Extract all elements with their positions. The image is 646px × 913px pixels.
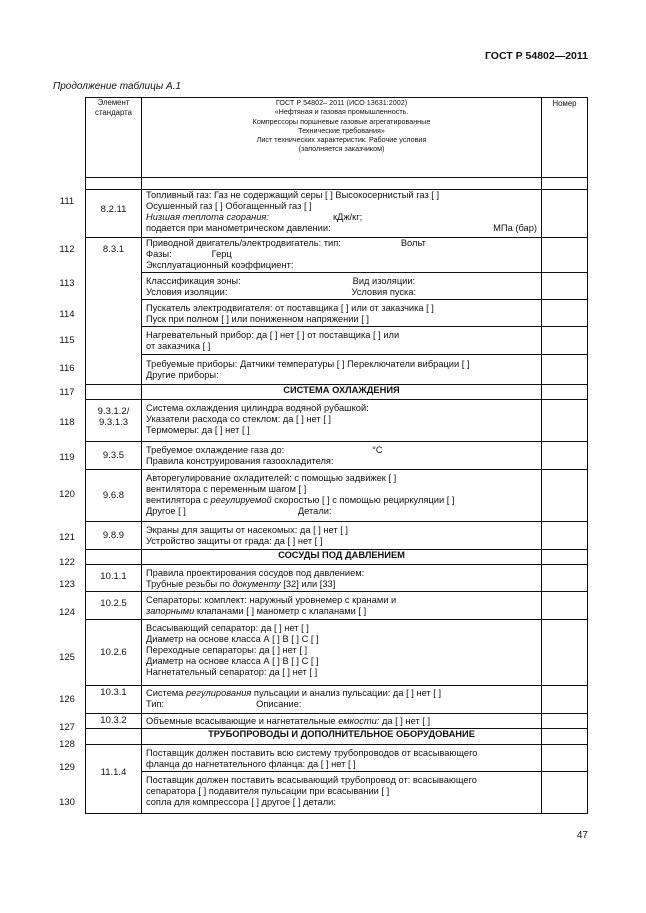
table-row (86, 565, 588, 592)
content-cell: Система охлаждения цилиндра водяной рубашкой: Указатели расхода со стеклом: да [ ] нет [ ] Термомеры: да [ ] нет [ ] (142, 400, 542, 442)
number-cell (542, 190, 588, 238)
header-element-cell: Элемент стандарта (86, 98, 142, 178)
number-cell (542, 565, 588, 592)
row-number: 125 (59, 652, 75, 663)
table-row (86, 442, 588, 470)
row-number: 117 (59, 387, 75, 398)
number-cell (542, 238, 588, 273)
row-number: 113 (59, 278, 75, 289)
content-cell: Всасывающий сепаратор: да [ ] нет [ ] Диаметр на основе класса А [ ] В [ ] С [ ] Переходные сепараторы: да [ ] нет [ ] Диаметр на основе класса А [ ] В [ ] С [ ] Нагнетательный сепаратор: да [ ] нет [ ] (142, 620, 542, 686)
content-cell: Топливный газ: Газ не содержащий серы [ ] Высокосернистый газ [ ] Осушенный газ [ ] Обогащенный газ [ ] Низшая теплота сгорания: кДж/кг; подается при манометрическом давлении: МПа (бар) (142, 190, 542, 238)
row-number-column (44, 0, 90, 913)
table-header-row (86, 98, 588, 178)
element-cell: 9.8.9 (86, 522, 142, 550)
row-number: 120 (59, 489, 75, 500)
number-cell (542, 300, 588, 327)
row-number: 122 (59, 557, 75, 568)
table-row (86, 470, 588, 522)
content-cell: Пускатель электродвигателя: от поставщика [ ] или от заказчика [ ] Пуск при полном [ ] или пониженном напряжении [ ] (142, 300, 542, 327)
specification-table (85, 97, 588, 814)
table-row (86, 522, 588, 550)
section-row (86, 729, 588, 745)
table-row (86, 620, 588, 686)
content-cell: Нагревательный прибор: да [ ] нет [ ] от поставщика [ ] или от заказчика [ ] (142, 327, 542, 355)
table-row (86, 745, 588, 772)
table-row (86, 300, 588, 327)
content-cell: Сепараторы: комплект: наружный уровнемер с кранами и запорными клапанами [ ] манометр с клапанами [ ] (142, 592, 542, 620)
table-row (86, 400, 588, 442)
spacer-row (86, 178, 588, 190)
table-row (86, 190, 588, 238)
row-number: 121 (59, 532, 75, 543)
table-row (86, 714, 588, 729)
element-cell: 8.2.11 (86, 190, 142, 238)
table-row (86, 592, 588, 620)
standard-header: ГОСТ Р 54802—2011 (484, 50, 588, 62)
row-number: 126 (59, 694, 75, 705)
content-cell: Объемные всасывающие и нагнетательные емкости: да [ ] нет [ ] (142, 714, 542, 729)
content-cell: Система регулирования пульсации и анализ пульсации: да [ ] нет [ ] Тип: Описание: (142, 686, 542, 714)
row-number: 111 (59, 196, 75, 207)
row-number: 118 (59, 417, 75, 428)
row-number: 112 (59, 244, 75, 255)
header-title-cell: ГОСТ Р 54802– 2011 (ИСО 13631:2002) «Нефтяная и газовая промышленность. Компрессоры поршневые газовые агрегатированные Технические требования» Лист технических характеристик. Рабочие условия (заполняется заказчиком) (142, 98, 542, 178)
header-number-cell: Номер (542, 98, 588, 178)
element-cell: 8.3.1 (86, 238, 142, 385)
table-row (86, 772, 588, 814)
element-cell: 10.3.1 (86, 686, 142, 714)
section-title: СОСУДЫ ПОД ДАВЛЕНИЕМ (142, 550, 542, 565)
number-cell (542, 522, 588, 550)
number-cell (542, 592, 588, 620)
number-cell (542, 273, 588, 300)
table-row (86, 686, 588, 714)
row-number: 119 (59, 452, 75, 463)
content-cell: Авторегулирование охладителей: с помощью задвижек [ ] вентилятора с переменным шагом [ ] вентилятора с регулируемой скоростью [ ] с помощью рециркуляции [ ] Другое [ ] Детали: (142, 470, 542, 522)
table-row (86, 355, 588, 385)
element-cell: 10.2.5 (86, 592, 142, 620)
content-cell: Приводной двигатель/электродвигатель: тип: Вольт Фазы: Герц Эксплуатационный коэффициент: (142, 238, 542, 273)
content-cell: Требуемое охлаждение газа до: °С Правила конструирования газоохладителя: (142, 442, 542, 470)
element-cell: 11.1.4 (86, 745, 142, 814)
row-number: 128 (59, 739, 75, 750)
content-cell: Экраны для защиты от насекомых: да [ ] нет [ ] Устройство защиты от града: да [ ] нет [ ] (142, 522, 542, 550)
number-cell (542, 442, 588, 470)
content-cell: Поставщик должен поставить всасывающий трубопровод от: всасывающего сепаратора [ ] подавителя пульсации при всасывании [ ] сопла для компрессора [ ] другое [ ] детали: (142, 772, 542, 814)
element-cell: 10.3.2 (86, 714, 142, 729)
number-cell (542, 772, 588, 814)
content-cell: Поставщик должен поставить всю систему трубопроводов от всасывающего фланца до нагнетательного фланца: да [ ] нет [ ] (142, 745, 542, 772)
content-cell: Классификация зоны: Вид изоляции: Условия изоляции: Условия пуска: (142, 273, 542, 300)
element-cell: 9.6.8 (86, 470, 142, 522)
row-number: 130 (59, 797, 75, 808)
row-number: 127 (59, 722, 75, 733)
row-number: 124 (59, 607, 75, 618)
row-number: 123 (59, 579, 75, 590)
content-cell: Правила проектирования сосудов под давлением: Трубные резьбы по документу [32] или [33] (142, 565, 542, 592)
table-row (86, 327, 588, 355)
number-cell (542, 355, 588, 385)
section-title: СИСТЕМА ОХЛАЖДЕНИЯ (142, 385, 542, 400)
number-cell (542, 714, 588, 729)
page-number: 47 (576, 830, 588, 841)
table-row (86, 238, 588, 273)
table-continuation-caption: Продолжение таблицы А.1 (53, 81, 181, 92)
section-row (86, 385, 588, 400)
content-cell: Требуемые приборы: Датчики температуры [ ] Переключатели вибрации [ ] Другие приборы: (142, 355, 542, 385)
element-cell: 9.3.5 (86, 442, 142, 470)
row-number: 129 (59, 762, 75, 773)
row-number: 115 (59, 335, 75, 346)
number-cell (542, 400, 588, 442)
number-cell (542, 327, 588, 355)
number-cell (542, 620, 588, 686)
element-cell: 9.3.1.2/ 9.3.1.3 (86, 400, 142, 442)
number-cell (542, 745, 588, 772)
section-title: ТРУБОПРОВОДЫ И ДОПОЛНИТЕЛЬНОЕ ОБОРУДОВАНИЕ (142, 729, 542, 745)
table-row (86, 273, 588, 300)
section-row (86, 550, 588, 565)
number-cell (542, 686, 588, 714)
number-cell (542, 470, 588, 522)
row-number: 116 (59, 363, 75, 374)
element-cell: 10.1.1 (86, 565, 142, 592)
element-cell: 10.2.6 (86, 620, 142, 686)
row-number: 114 (59, 309, 75, 320)
